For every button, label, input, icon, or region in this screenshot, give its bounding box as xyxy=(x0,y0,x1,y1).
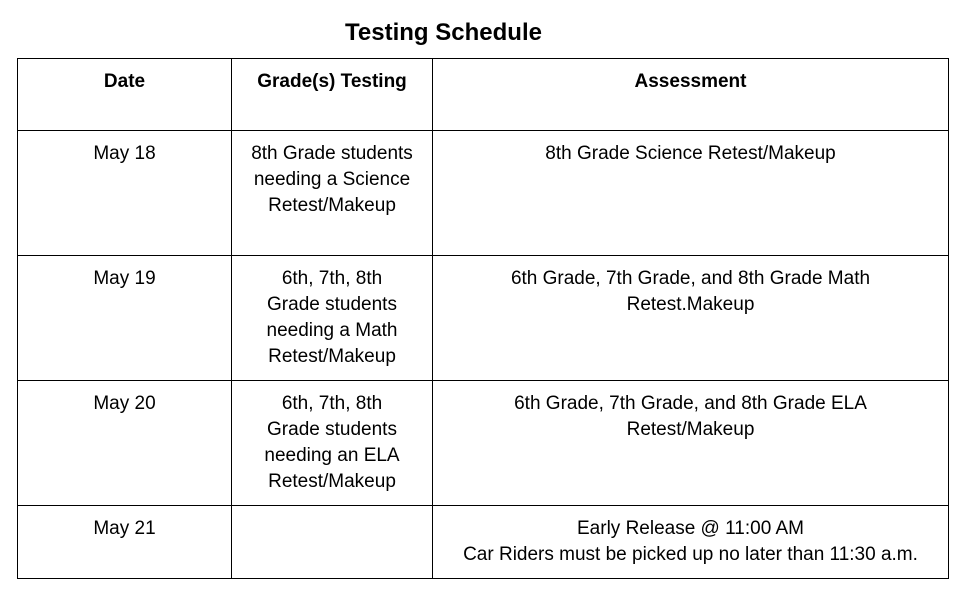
table-row xyxy=(18,131,949,256)
testing-schedule-table xyxy=(17,58,949,579)
grades-cell xyxy=(232,381,433,506)
grades-cell xyxy=(232,131,433,256)
assessment-line: 8th Grade Science Retest/Makeup xyxy=(545,143,836,164)
grades-line: needing a Science xyxy=(253,169,411,190)
assessment-line: Early Release @ 11:00 AM xyxy=(577,518,804,539)
table-header-row xyxy=(18,59,949,131)
assessment-cell xyxy=(433,131,949,256)
column-header-grades: Grade(s) Testing xyxy=(232,59,433,131)
table-row xyxy=(18,256,949,381)
date-cell: May 21 xyxy=(18,506,232,579)
grades-line: Retest/Makeup xyxy=(268,346,396,367)
date-cell: May 19 xyxy=(18,256,232,381)
grades-cell xyxy=(232,506,433,579)
grades-line: Grade students xyxy=(267,294,397,315)
grades-line: Retest/Makeup xyxy=(268,471,396,492)
grades-cell xyxy=(232,256,433,381)
assessment-line: 6th Grade, 7th Grade, and 8th Grade ELA xyxy=(514,393,867,414)
grades-line: Grade students xyxy=(267,419,397,440)
grades-line: needing an ELA xyxy=(264,445,400,466)
assessment-line: 6th Grade, 7th Grade, and 8th Grade Math xyxy=(510,268,871,289)
grades-line: 6th, 7th, 8th xyxy=(281,393,383,414)
date-cell: May 18 xyxy=(18,131,232,256)
grades-line: 8th Grade students xyxy=(251,143,413,164)
assessment-cell xyxy=(433,256,949,381)
column-header-date: Date xyxy=(18,59,232,131)
grades-line: 6th, 7th, 8th xyxy=(281,268,383,289)
page-title: Testing Schedule xyxy=(345,19,542,46)
date-cell: May 20 xyxy=(18,381,232,506)
table-row xyxy=(18,381,949,506)
assessment-line: Retest.Makeup xyxy=(626,294,755,315)
grades-line: Retest/Makeup xyxy=(268,195,396,216)
assessment-cell xyxy=(433,381,949,506)
column-header-assessment: Assessment xyxy=(433,59,949,131)
assessment-line: Retest/Makeup xyxy=(626,419,755,440)
assessment-cell xyxy=(433,506,949,579)
table-row xyxy=(18,506,949,579)
grades-line: needing a Math xyxy=(266,320,398,341)
assessment-line: Car Riders must be picked up no later than 11:30 a.m. xyxy=(463,544,918,565)
